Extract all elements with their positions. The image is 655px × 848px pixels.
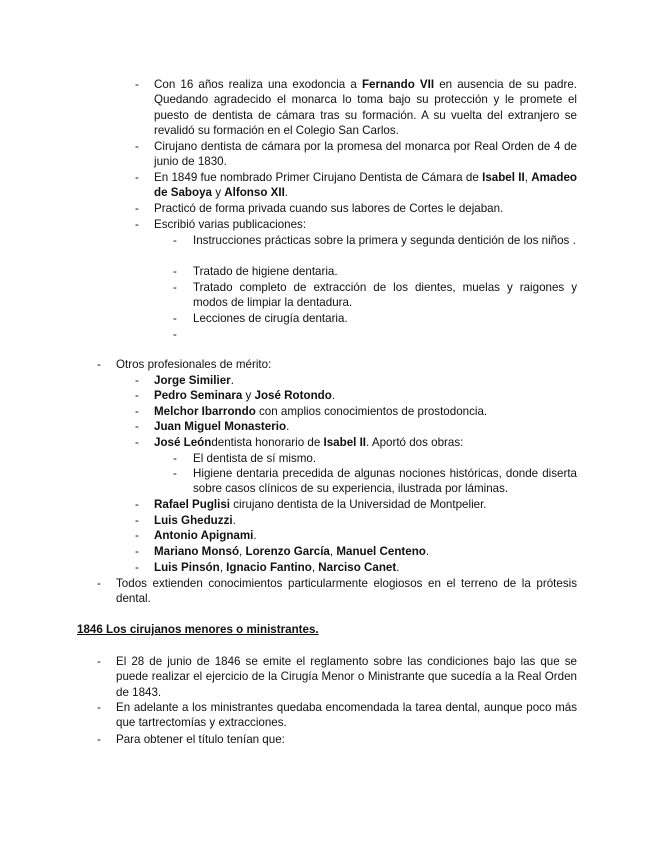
- work-item: - Higiene dentaria precedida de algunas nociones históricas, donde diserta sobre casos clínicos de su experiencia, ilustrada por láminas.: [173, 467, 577, 496]
- list-item-reglamento: - El 28 de junio de 1846 se emite el reglamento sobre las condiciones bajo las que se puede realizar el ejercicio de la Cirugía Menor o Ministrante que sucedía a la Real Orden de 1843.: [97, 655, 577, 699]
- bullet-dash: -: [135, 218, 139, 231]
- list-item-summary: - Todos extienden conocimientos particularmente elogiosos en el terreno de la prótesis dental.: [97, 577, 577, 606]
- list-item-1849: - En 1849 fue nombrado Primer Cirujano Dentista de Cámara de Isabel II, Amadeo de Saboya y Alfonso XII.: [135, 171, 577, 200]
- bullet-dash: -: [135, 140, 139, 153]
- professional-item: - Pedro Seminara y José Rotondo.: [135, 389, 336, 402]
- bullet-dash: -: [173, 234, 177, 247]
- professional-item: - Antonio Apignami.: [135, 529, 257, 542]
- bullet-dash: -: [135, 78, 139, 91]
- bullet-dash: -: [135, 529, 139, 542]
- bullet-dash: -: [173, 328, 177, 341]
- bullet-dash: -: [173, 265, 177, 278]
- name-fernando-vii: Fernando VII: [361, 78, 435, 91]
- bullet-dash: -: [135, 171, 139, 184]
- list-item-exodoncia: - Con 16 años realiza una exodoncia a Fernando VII en ausencia de su padre. Quedando agradecido el monarca lo toma bajo su protección y le promete el puesto de dentista de cámara tras su formación. A su vuelta del extranjero se revalidó su formación en el Colegio San Carlos.: [135, 78, 577, 138]
- bullet-dash: -: [173, 281, 177, 294]
- list-item-cirujano-camara: - Cirujano dentista de cámara por la promesa del monarca por Real Orden de 4 de junio de 1830.: [135, 140, 577, 169]
- professional-item: - Mariano Monsó, Lorenzo García, Manuel Centeno.: [135, 545, 430, 558]
- professional-item: - Luis Gheduzzi.: [135, 514, 236, 527]
- professional-item: - Juan Miguel Monasterio.: [135, 420, 290, 433]
- work-item: - El dentista de sí mismo.: [173, 452, 317, 465]
- publication-item: - Tratado de higiene dentaria.: [173, 265, 338, 278]
- list-item-publicaciones: - Escribió varias publicaciones:: [135, 218, 307, 231]
- bullet-dash: -: [135, 436, 139, 449]
- bullet-dash: -: [97, 733, 101, 746]
- bullet-dash: -: [173, 312, 177, 325]
- professional-item: - Rafael Puglisi cirujano dentista de la Universidad de Montpelier.: [135, 498, 487, 511]
- professional-item: - Melchor Ibarrondo con amplios conocimientos de prostodoncia.: [135, 405, 488, 418]
- bullet-dash: -: [135, 405, 139, 418]
- bullet-dash: -: [173, 467, 177, 480]
- bullet-dash: -: [97, 655, 101, 668]
- bullet-dash: -: [135, 498, 139, 511]
- professional-item: - Jorge Similier.: [135, 374, 234, 387]
- list-item-titulo: - Para obtener el título tenían que:: [97, 733, 285, 746]
- bullet-dash: -: [97, 701, 101, 714]
- publication-item: - Instrucciones prácticas sobre la primera y segunda dentición de los niños .: [173, 234, 576, 247]
- bullet-dash: -: [135, 389, 139, 402]
- bullet-dash: -: [135, 545, 139, 558]
- bullet-dash: -: [135, 202, 139, 215]
- bullet-dash: -: [135, 514, 139, 527]
- bullet-dash: -: [97, 358, 101, 371]
- professional-item: - Luis Pinsón, Ignacio Fantino, Narciso Canet.: [135, 561, 400, 574]
- bullet-dash: -: [135, 374, 139, 387]
- bullet-dash: -: [97, 577, 101, 590]
- bullet-dash: -: [135, 561, 139, 574]
- section-heading: 1846 Los cirujanos menores o ministrantes.: [77, 623, 319, 636]
- bullet-dash: -: [173, 452, 177, 465]
- bullet-dash: -: [135, 420, 139, 433]
- list-item-practico: - Practicó de forma privada cuando sus labores de Cortes le dejaban.: [135, 202, 504, 215]
- publication-item: - Lecciones de cirugía dentaria.: [173, 312, 348, 325]
- list-item-ministrantes: - En adelante a los ministrantes quedaba encomendada la tarea dental, aunque poco más que tartrectomías y extracciones.: [97, 701, 577, 730]
- professional-item: - José Leóndentista honorario de Isabel II. Aportó dos obras:: [135, 436, 464, 449]
- publication-item: - Tratado completo de extracción de los dientes, muelas y raigones y modos de limpiar la dentadura.: [173, 281, 577, 310]
- list-item-otros-profesionales: - Otros profesionales de mérito:: [97, 358, 272, 371]
